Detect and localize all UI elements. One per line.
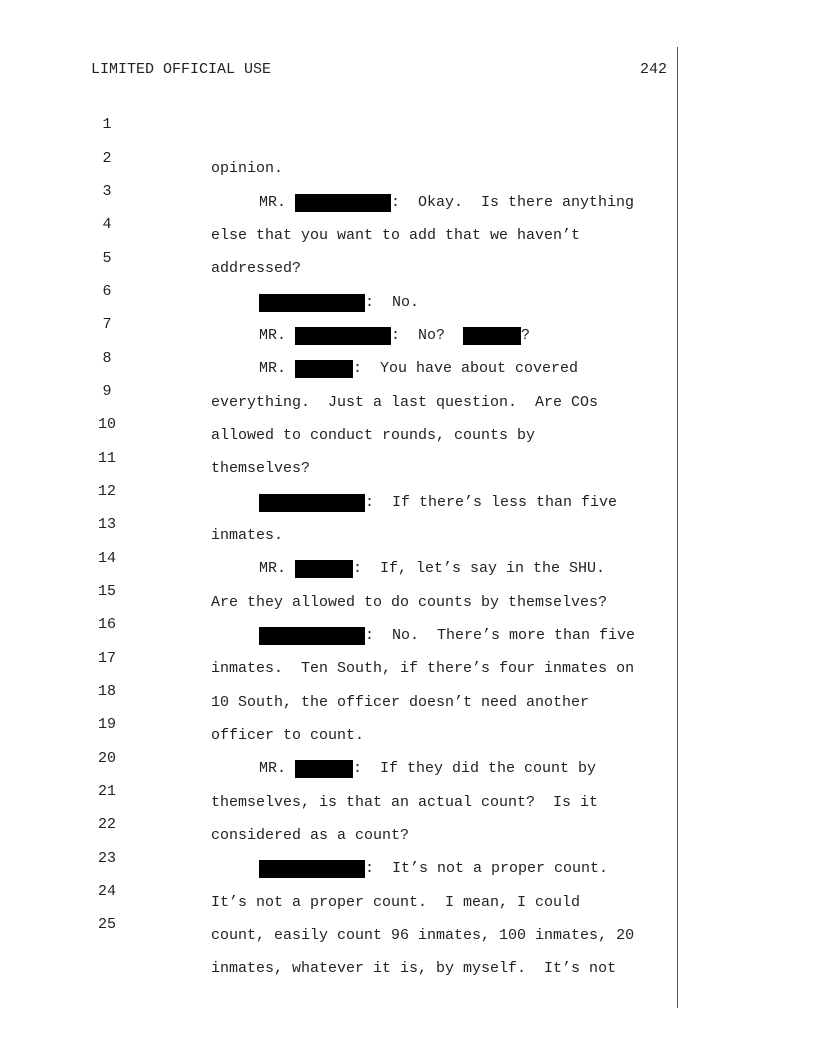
line-text: everything. Just a last question. Are COs xyxy=(211,394,599,411)
line-remainder: : No. xyxy=(365,294,420,311)
line-number: 18 xyxy=(97,683,116,700)
line-text: inmates. Ten South, if there’s four inmates on xyxy=(211,660,635,677)
line-remainder: : If, let’s say in the SHU. xyxy=(353,560,606,577)
line-tail: ? xyxy=(521,327,531,344)
line-number: 22 xyxy=(97,816,116,833)
line-remainder: : No? xyxy=(391,327,464,344)
classification-header: LIMITED OFFICIAL USE xyxy=(91,61,272,78)
line-number: 5 xyxy=(102,250,112,267)
line-text: officer to count. xyxy=(211,727,365,744)
line-number: 4 xyxy=(102,216,112,233)
line-text: It’s not a proper count. I mean, I could xyxy=(211,894,581,911)
line-number: 9 xyxy=(102,383,112,400)
line-number: 24 xyxy=(97,883,116,900)
line-number: 6 xyxy=(102,283,112,300)
line-text: inmates, whatever it is, by myself. It’s not xyxy=(211,960,617,977)
page-margin-rule xyxy=(677,47,678,1008)
transcript-line xyxy=(0,92,677,177)
line-number: 8 xyxy=(102,350,112,367)
line-number: 7 xyxy=(102,316,112,333)
line-number: 19 xyxy=(97,716,116,733)
page-number: 242 xyxy=(639,61,667,78)
line-text: themselves, is that an actual count? Is it xyxy=(211,794,599,811)
line-number: 2 xyxy=(102,150,112,167)
line-number: 14 xyxy=(97,550,116,567)
line-remainder: : Okay. Is there anything xyxy=(391,194,635,211)
line-number: 21 xyxy=(97,783,116,800)
line-text: addressed? xyxy=(211,260,302,277)
line-text: themselves? xyxy=(211,460,311,477)
line-number: 17 xyxy=(97,650,116,667)
line-text: 10 South, the officer doesn’t need another xyxy=(211,694,590,711)
line-text: else that you want to add that we haven’t xyxy=(211,227,581,244)
line-text: opinion. xyxy=(211,160,284,177)
line-number: 13 xyxy=(97,516,116,533)
line-remainder: : If they did the count by xyxy=(353,760,597,777)
line-text: count, easily count 96 inmates, 100 inmates, 20 xyxy=(211,927,635,944)
line-text: considered as a count? xyxy=(211,827,410,844)
speaker-prefix: MR. xyxy=(259,327,296,344)
transcript-line xyxy=(0,259,677,344)
line-number: 15 xyxy=(97,583,116,600)
line-remainder: : If there’s less than five xyxy=(365,494,618,511)
line-text: allowed to conduct rounds, counts by xyxy=(211,427,536,444)
speaker-prefix: MR. xyxy=(259,194,296,211)
line-remainder: : You have about covered xyxy=(353,360,579,377)
line-number: 16 xyxy=(97,616,116,633)
line-number: 10 xyxy=(97,416,116,433)
line-number: 23 xyxy=(97,850,116,867)
line-text: inmates. xyxy=(211,527,284,544)
line-number: 25 xyxy=(97,916,116,933)
line-number: 12 xyxy=(97,483,116,500)
line-remainder: : No. There’s more than five xyxy=(365,627,636,644)
line-remainder: : It’s not a proper count. xyxy=(365,860,609,877)
speaker-prefix: MR. xyxy=(259,360,296,377)
speaker-prefix: MR. xyxy=(259,760,296,777)
line-number: 1 xyxy=(102,116,112,133)
line-number: 11 xyxy=(97,450,116,467)
line-number: 3 xyxy=(102,183,112,200)
line-text: Are they allowed to do counts by themselves? xyxy=(211,594,608,611)
speaker-prefix: MR. xyxy=(259,560,296,577)
line-number: 20 xyxy=(97,750,116,767)
